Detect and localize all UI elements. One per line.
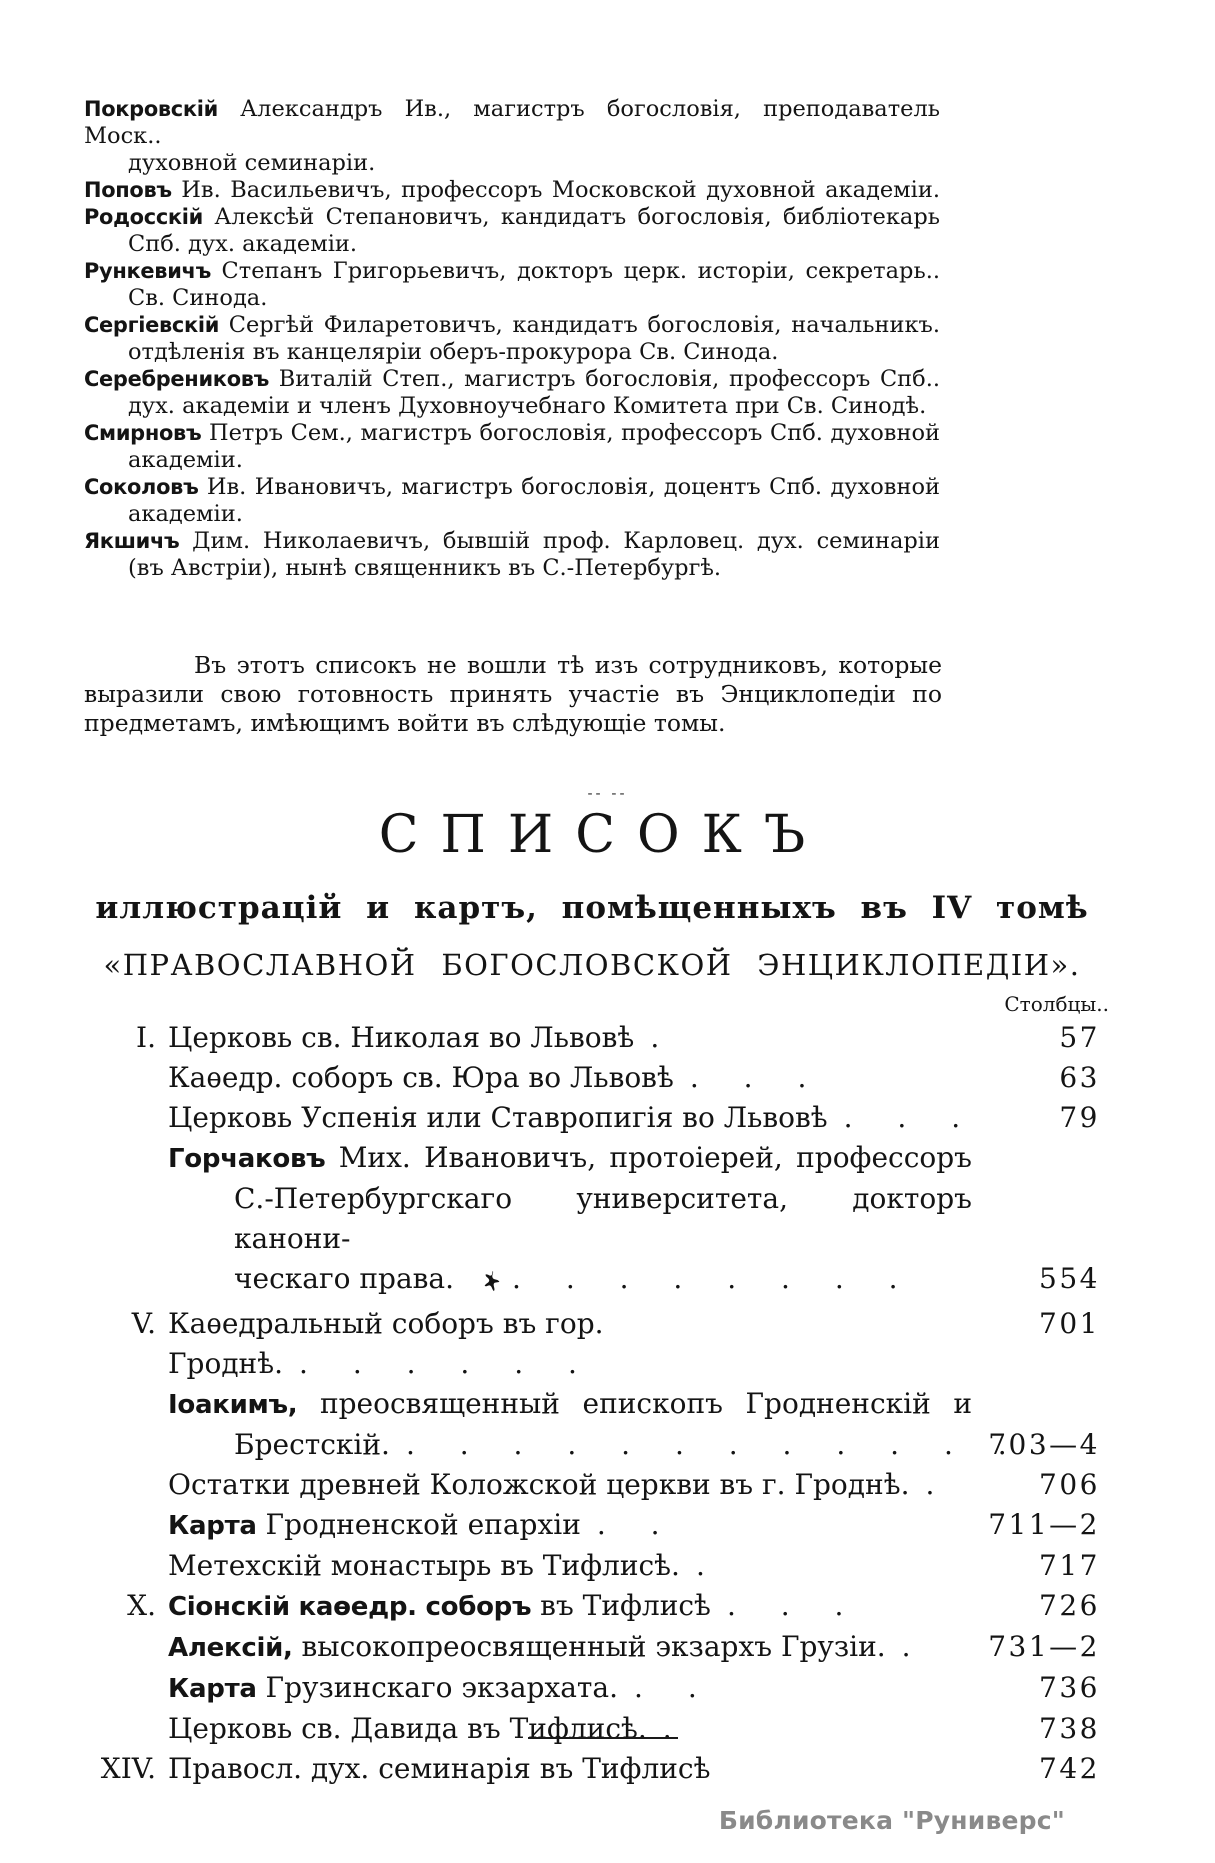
leader-dots: . . bbox=[634, 1671, 697, 1704]
leader-dots: . . . bbox=[689, 1061, 807, 1094]
note-line: предметамъ, имѣющимъ войти въ слѣдующіе томы. bbox=[84, 709, 726, 737]
contributor-entry bbox=[84, 312, 940, 366]
toc-line bbox=[84, 1546, 1100, 1586]
contributor-line-continuation: (въ Австріи), нынѣ священникъ въ С.-Петербургѣ. bbox=[128, 555, 722, 581]
contributor-entry bbox=[84, 258, 940, 312]
note-line: Въ этотъ списокъ не вошли тѣ изъ сотрудниковъ, которые bbox=[194, 651, 942, 679]
toc-column-number: 706 bbox=[1039, 1468, 1100, 1501]
contributor-surname: Смирновъ bbox=[84, 421, 202, 445]
contributor-entry bbox=[84, 204, 940, 258]
contributor-entry bbox=[84, 366, 940, 420]
toc-entry-text: Церковь Успенія или Ставропигія во Львовѣ . . . bbox=[168, 1101, 961, 1134]
contributor-line: Соколовъ Ив. Ивановичъ, магистръ богословія, доцентъ Спб. духовной bbox=[84, 474, 940, 500]
toc-line bbox=[84, 1709, 1100, 1749]
leader-dots: . bbox=[925, 1468, 935, 1501]
contributor-line: Покровскій Александръ Ив., магистръ богословія, преподаватель Моск.. bbox=[84, 96, 940, 149]
note-paragraph bbox=[84, 651, 942, 738]
toc-roman-numeral: V. bbox=[131, 1307, 156, 1340]
toc-column-number: 717 bbox=[1039, 1549, 1100, 1582]
toc-entry-text: Метехскій монастырь въ Тифлисѣ. . bbox=[168, 1549, 705, 1582]
contributor-line: Смирновъ Петръ Сем., магистръ богословія, профессоръ Спб. духовной bbox=[84, 420, 940, 446]
toc-entry-text: Карта Гродненской епархіи . . bbox=[168, 1508, 660, 1541]
contributor-line-continuation: академіи. bbox=[128, 501, 243, 527]
toc-line bbox=[84, 1425, 1100, 1465]
contributor-line-continuation: духовной семинаріи. bbox=[128, 150, 376, 176]
toc-column-number: 731—2 bbox=[988, 1630, 1100, 1663]
toc-entry-text: ческаго права. . . . . . . . . bbox=[168, 1259, 972, 1304]
note-line: выразили свою готовность принять участіе въ Энциклопедіи по bbox=[84, 680, 942, 708]
contributor-line-continuation: академіи. bbox=[128, 447, 243, 473]
ink-blot-artifact bbox=[480, 1264, 504, 1304]
toc-line bbox=[84, 1098, 1100, 1138]
toc-roman-numeral: I. bbox=[136, 1021, 156, 1054]
contributor-line-continuation: дух. академіи и членъ Духовноучебнаго Комитета при Св. Синодѣ. bbox=[128, 393, 927, 419]
toc-line bbox=[84, 1018, 1100, 1058]
toc-line bbox=[84, 1304, 1100, 1384]
toc-entry-text: Церковь св. Давида въ Тифлисѣ. . bbox=[168, 1712, 672, 1745]
toc-column-number: 703—4 bbox=[988, 1428, 1100, 1461]
contributor-line: Якшичъ Дим. Николаевичъ, бывшій проф. Карловец. дух. семинаріи bbox=[84, 528, 940, 554]
toc-column-number: 738 bbox=[1039, 1712, 1100, 1745]
toc-column-number: 63 bbox=[1059, 1061, 1100, 1094]
toc-entry-text: Брестскій. . . . . . . . . . . . . bbox=[234, 1428, 1007, 1461]
contributor-surname: Родосскій bbox=[84, 205, 204, 229]
toc-line bbox=[84, 1138, 1100, 1179]
page-subtitle: иллюстрацій и картъ, помѣщенныхъ въ IV томѣ bbox=[95, 890, 1089, 926]
contributor-surname: Рункевичъ bbox=[84, 259, 212, 283]
contributor-line: Родосскій Алексѣй Степановичъ, кандидатъ богословія, библіотекарь bbox=[84, 204, 940, 230]
toc-entry-lead: Сіонскій каѳедр. соборъ bbox=[168, 1592, 532, 1622]
leader-dots: . . . . . . bbox=[299, 1347, 577, 1380]
contributor-entry bbox=[84, 177, 940, 204]
toc-line bbox=[84, 1058, 1100, 1098]
contributor-entry bbox=[84, 420, 940, 474]
contributor-surname: Серебрениковъ bbox=[84, 367, 270, 391]
leader-dots: . . . . . . . . . . . . bbox=[405, 1428, 1007, 1461]
leader-dots: . bbox=[662, 1712, 672, 1745]
toc-entry-text: Церковь св. Николая во Львовѣ . bbox=[168, 1021, 660, 1054]
contributor-line: Рункевичъ Степанъ Григорьевичъ, докторъ церк. исторіи, секретарь.. bbox=[84, 258, 940, 284]
toc-roman-numeral: XIV. bbox=[100, 1752, 156, 1785]
columns-header-label: Столбцы.. bbox=[1004, 992, 1109, 1016]
toc-line bbox=[84, 1259, 1100, 1304]
page-title: СПИСОКЪ bbox=[378, 805, 828, 865]
section-divider-rule bbox=[528, 1737, 678, 1739]
leader-dots: . . bbox=[596, 1508, 660, 1541]
library-watermark: Библиотека "Руниверс" bbox=[718, 1806, 1065, 1835]
illustrations-toc bbox=[84, 1018, 1100, 1789]
toc-entry-text: Горчаковъ Мих. Ивановичъ, протоіерей, профессоръ bbox=[168, 1141, 972, 1174]
toc-line bbox=[84, 1749, 1100, 1789]
contributor-line-continuation: отдѣленія въ канцеляріи оберъ-прокурора Св. Синода. bbox=[128, 339, 779, 365]
contributor-line: Поповъ Ив. Васильевичъ, профессоръ Московской духовной академіи. bbox=[84, 177, 940, 203]
contributor-line-continuation: Св. Синода. bbox=[128, 285, 268, 311]
leader-dots: . . . bbox=[843, 1101, 961, 1134]
toc-line bbox=[84, 1668, 1100, 1709]
toc-entry-lead: Карта bbox=[168, 1511, 257, 1541]
toc-entry-lead: Іоакимъ, bbox=[168, 1390, 298, 1420]
toc-column-number: 701 bbox=[1039, 1307, 1100, 1340]
toc-entry-lead: Карта bbox=[168, 1674, 257, 1704]
contributor-entry bbox=[84, 96, 940, 177]
contributor-surname: Поповъ bbox=[84, 178, 172, 202]
series-title: «ПРАВОСЛАВНОЙ БОГОСЛОВСКОЙ ЭНЦИКЛОПЕДІИ». bbox=[103, 948, 1081, 982]
toc-column-number: 554 bbox=[1039, 1262, 1100, 1295]
toc-entry-text: С.-Петербургскаго университета, докторъ канони- bbox=[234, 1182, 972, 1255]
contributor-entry bbox=[84, 474, 940, 528]
contributor-surname: Покровскій bbox=[84, 97, 219, 121]
toc-line bbox=[84, 1179, 1100, 1259]
toc-entry-text: Остатки древней Коложской церкви въ г. Гроднѣ. . bbox=[168, 1468, 935, 1501]
toc-column-number: 711—2 bbox=[988, 1508, 1100, 1541]
leader-dots: . bbox=[650, 1021, 660, 1054]
toc-line bbox=[84, 1505, 1100, 1546]
toc-column-number: 726 bbox=[1039, 1589, 1100, 1622]
toc-roman-numeral: X. bbox=[127, 1589, 156, 1622]
toc-column-number: 742 bbox=[1039, 1752, 1100, 1785]
toc-column-number: 736 bbox=[1039, 1671, 1100, 1704]
toc-entry-text: Іоакимъ, преосвященный епископъ Гродненскій и bbox=[168, 1387, 972, 1420]
toc-column-number: 57 bbox=[1059, 1021, 1100, 1054]
toc-entry-text: Алексій, высокопреосвященный экзархъ Грузіи. . bbox=[168, 1630, 911, 1663]
contributor-entry bbox=[84, 528, 940, 582]
toc-column-number: 79 bbox=[1059, 1101, 1100, 1134]
contributors-list bbox=[84, 96, 940, 582]
leader-dots: . . . bbox=[726, 1589, 844, 1622]
contributor-line: Серебрениковъ Виталій Степ., магистръ богословія, профессоръ Спб.. bbox=[84, 366, 940, 392]
toc-entry-lead: Горчаковъ bbox=[168, 1144, 326, 1174]
toc-entry-text: Карта Грузинскаго экзархата. . . bbox=[168, 1671, 697, 1704]
contributor-surname: Якшичъ bbox=[84, 529, 180, 553]
toc-entry-text: Правосл. дух. семинарія въ Тифлисѣ bbox=[168, 1752, 711, 1785]
toc-line bbox=[84, 1627, 1100, 1668]
toc-entry-lead: Алексій, bbox=[168, 1633, 293, 1663]
contributor-line: Сергіевскій Сергѣй Филаретовичъ, кандидатъ богословія, начальникъ. bbox=[84, 312, 940, 338]
toc-entry-text: Каѳедральный соборъ въ гор. Гроднѣ. . . . . . . bbox=[168, 1307, 604, 1380]
toc-entry-text: Каѳедр. соборъ св. Юра во Львовѣ . . . bbox=[168, 1061, 807, 1094]
toc-line bbox=[84, 1586, 1100, 1627]
contributor-surname: Сергіевскій bbox=[84, 313, 220, 337]
toc-line bbox=[84, 1465, 1100, 1505]
contributor-line-continuation: Спб. дух. академіи. bbox=[128, 231, 358, 257]
section-divider-marks: -- -- bbox=[587, 784, 628, 802]
toc-line bbox=[84, 1384, 1100, 1425]
leader-dots: . . . . . . . . bbox=[512, 1262, 898, 1295]
toc-entry-text: Сіонскій каѳедр. соборъ въ Тифлисѣ . . . bbox=[168, 1589, 844, 1622]
contributor-surname: Соколовъ bbox=[84, 475, 199, 499]
leader-dots: . bbox=[901, 1630, 911, 1663]
leader-dots: . bbox=[695, 1549, 705, 1582]
